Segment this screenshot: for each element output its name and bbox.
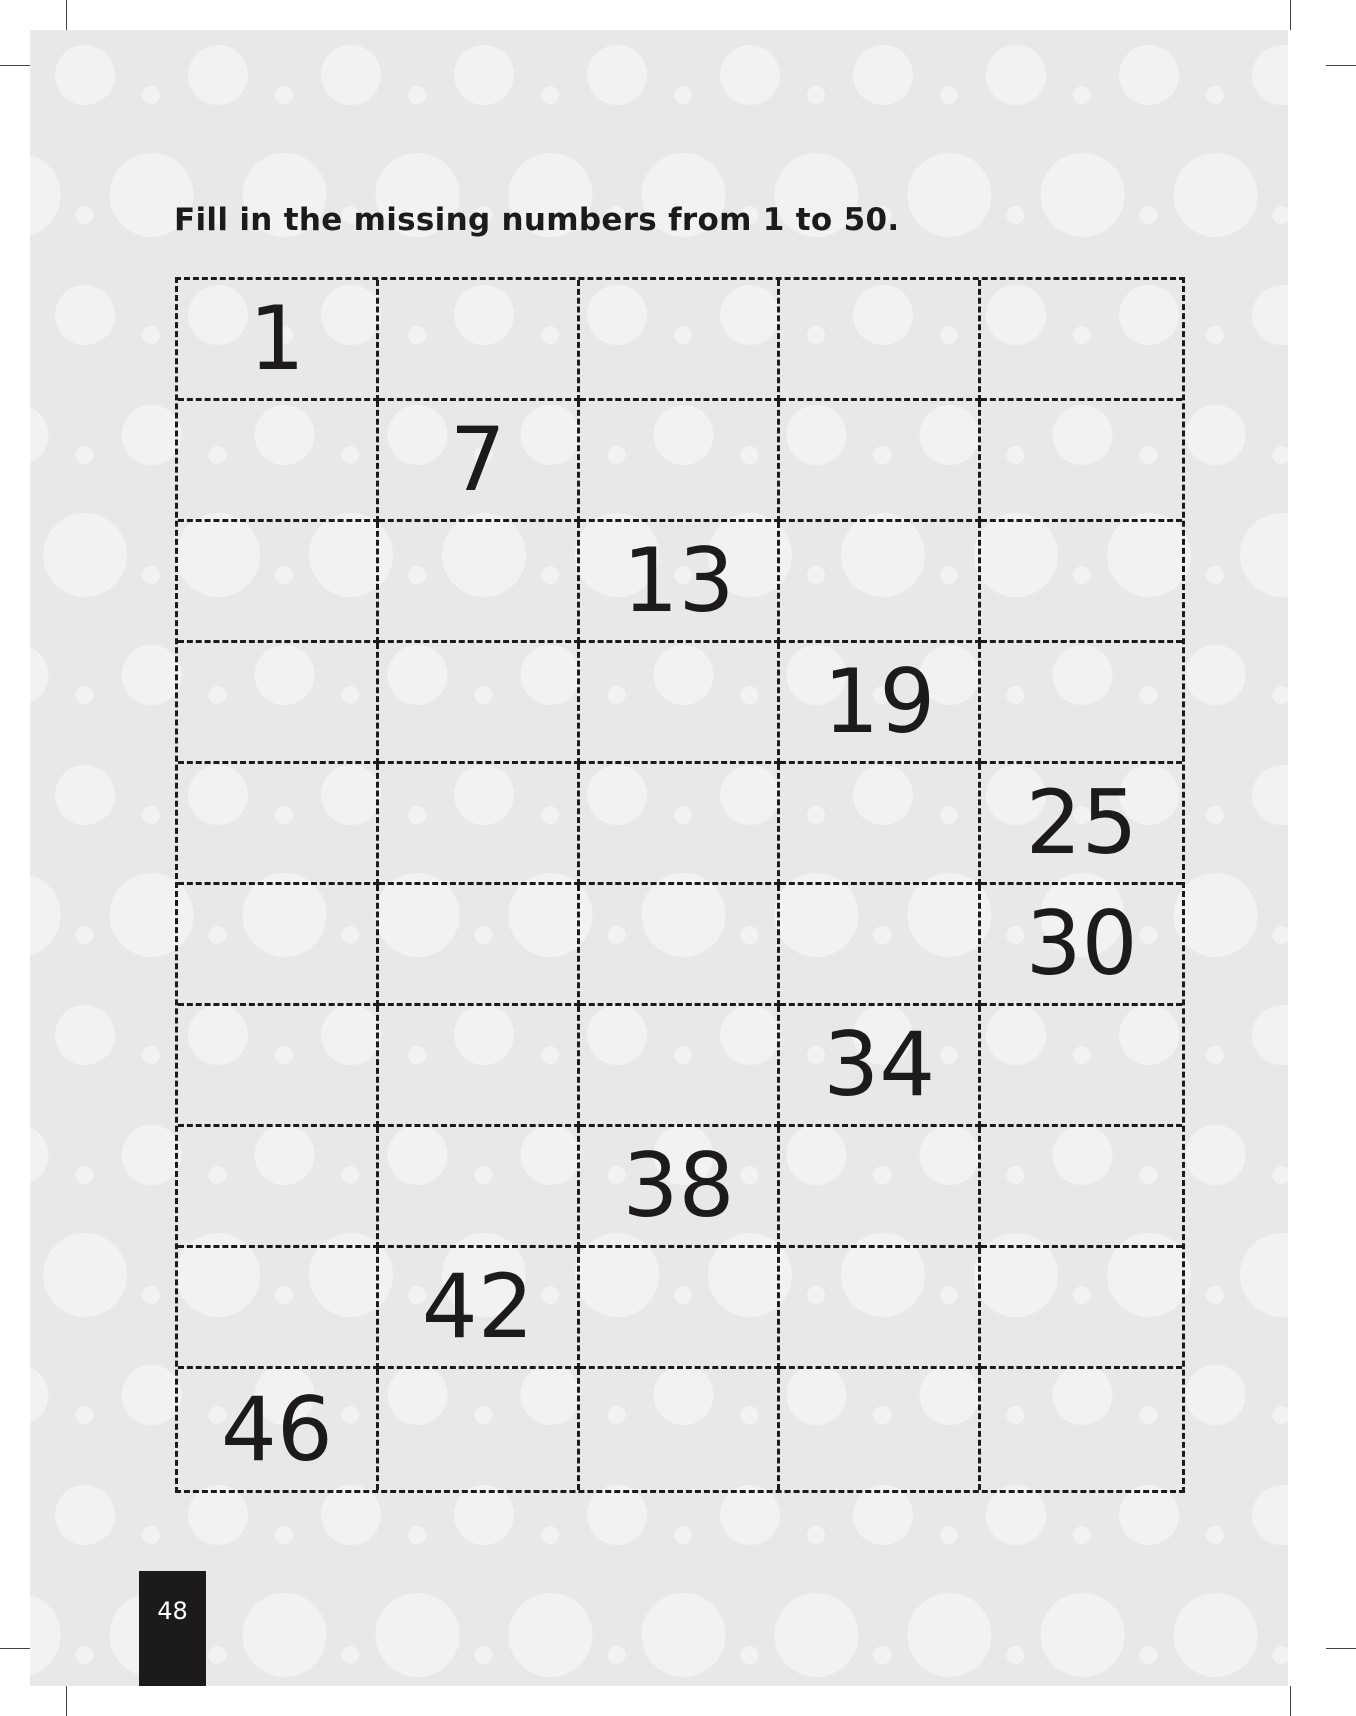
background-dot <box>1206 1046 1224 1064</box>
empty-cell <box>178 643 379 764</box>
background-dot <box>454 45 514 105</box>
empty-cell <box>580 764 781 885</box>
empty-cell <box>379 522 580 643</box>
empty-cell <box>580 401 781 522</box>
background-dot <box>1206 806 1224 824</box>
background-dot <box>76 446 94 464</box>
background-dot <box>1240 513 1288 597</box>
background-dot <box>30 1125 49 1185</box>
empty-cell <box>379 1369 580 1490</box>
background-dot <box>76 926 94 944</box>
empty-cell <box>178 885 379 1006</box>
background-dot <box>55 285 115 345</box>
empty-cell <box>178 764 379 885</box>
empty-cell <box>981 1248 1182 1369</box>
crop-mark <box>66 0 67 30</box>
number-grid <box>175 277 1185 1493</box>
background-dot <box>188 45 248 105</box>
empty-cell <box>981 1127 1182 1248</box>
background-dot <box>1206 1526 1224 1544</box>
background-dot <box>122 405 182 465</box>
background-dot <box>853 45 913 105</box>
background-dot <box>142 1286 160 1304</box>
background-dot <box>1041 153 1125 237</box>
empty-cell <box>780 1369 981 1490</box>
background-dot <box>142 1526 160 1544</box>
empty-cell <box>981 1369 1182 1490</box>
background-dot <box>30 873 61 957</box>
background-dot <box>76 1406 94 1424</box>
empty-cell <box>178 522 379 643</box>
background-dot <box>1186 405 1246 465</box>
background-dot <box>1119 45 1179 105</box>
background-dot <box>142 806 160 824</box>
crop-mark <box>0 65 30 66</box>
background-dot <box>1206 566 1224 584</box>
background-dot <box>142 1046 160 1064</box>
empty-cell <box>981 280 1182 401</box>
empty-cell <box>379 885 580 1006</box>
background-dot <box>376 1593 460 1677</box>
empty-cell <box>780 401 981 522</box>
background-dot <box>1273 1166 1289 1184</box>
number-cell-46: 46 <box>178 1369 379 1490</box>
background-dot <box>1073 1526 1091 1544</box>
background-dot <box>807 1526 825 1544</box>
background-dot <box>1273 1406 1289 1424</box>
empty-cell <box>580 1006 781 1127</box>
empty-cell <box>178 1248 379 1369</box>
background-dot <box>1273 206 1289 224</box>
background-dot <box>408 86 426 104</box>
background-dot <box>541 86 559 104</box>
background-dot <box>1140 206 1158 224</box>
empty-cell <box>780 1248 981 1369</box>
empty-cell <box>580 885 781 1006</box>
background-dot <box>1273 446 1289 464</box>
crop-mark <box>1290 1686 1291 1716</box>
background-dot <box>408 1526 426 1544</box>
background-dot <box>275 1526 293 1544</box>
background-dot <box>76 1166 94 1184</box>
empty-cell <box>780 522 981 643</box>
background-dot <box>1273 926 1289 944</box>
empty-cell <box>379 1127 580 1248</box>
empty-cell <box>580 280 781 401</box>
background-dot <box>1206 326 1224 344</box>
background-dot <box>1240 1233 1288 1317</box>
empty-cell <box>580 1369 781 1490</box>
background-dot <box>853 1485 913 1545</box>
background-dot <box>1206 86 1224 104</box>
empty-cell <box>379 1006 580 1127</box>
background-dot <box>1140 1646 1158 1664</box>
background-dot <box>1041 1593 1125 1677</box>
background-dot <box>608 1646 626 1664</box>
background-dot <box>30 405 49 465</box>
background-dot <box>587 1485 647 1545</box>
empty-cell <box>981 401 1182 522</box>
crop-mark <box>1326 65 1356 66</box>
instruction-text: Fill in the missing numbers from 1 to 50. <box>174 202 900 238</box>
background-dot <box>940 86 958 104</box>
background-dot <box>1174 153 1258 237</box>
crop-mark <box>1290 0 1291 30</box>
background-dot <box>720 45 780 105</box>
crop-mark <box>1326 1648 1356 1649</box>
background-dot <box>76 686 94 704</box>
background-dot <box>76 1646 94 1664</box>
empty-cell <box>379 764 580 885</box>
crop-mark <box>0 1648 30 1649</box>
background-dot <box>55 1485 115 1545</box>
background-dot <box>43 1233 127 1317</box>
background-dot <box>1119 1485 1179 1545</box>
background-dot <box>1174 873 1258 957</box>
empty-cell <box>178 401 379 522</box>
background-dot <box>243 1593 327 1677</box>
background-dot <box>1273 1646 1289 1664</box>
background-dot <box>30 1365 49 1425</box>
background-dot <box>55 765 115 825</box>
background-dot <box>986 45 1046 105</box>
background-dot <box>908 1593 992 1677</box>
number-cell-1: 1 <box>178 280 379 401</box>
empty-cell <box>379 643 580 764</box>
background-dot <box>1206 1286 1224 1304</box>
background-dot <box>1252 285 1288 345</box>
background-dot <box>321 45 381 105</box>
number-cell-42: 42 <box>379 1248 580 1369</box>
background-dot <box>587 45 647 105</box>
background-dot <box>1252 45 1288 105</box>
background-dot <box>30 645 49 705</box>
background-dot <box>43 513 127 597</box>
background-dot <box>1273 686 1289 704</box>
empty-cell <box>780 764 981 885</box>
background-dot <box>1007 1646 1025 1664</box>
background-dot <box>807 86 825 104</box>
number-cell-7: 7 <box>379 401 580 522</box>
background-dot <box>1186 1365 1246 1425</box>
background-dot <box>122 645 182 705</box>
crop-mark <box>66 1686 67 1716</box>
background-dot <box>1007 206 1025 224</box>
background-dot <box>908 153 992 237</box>
background-dot <box>775 1593 859 1677</box>
background-dot <box>76 206 94 224</box>
page-number: 48 <box>139 1571 206 1686</box>
empty-cell <box>580 643 781 764</box>
background-dot <box>321 1485 381 1545</box>
background-dot <box>142 326 160 344</box>
empty-cell <box>580 1248 781 1369</box>
background-dot <box>509 1593 593 1677</box>
background-dot <box>188 1485 248 1545</box>
background-dot <box>741 1646 759 1664</box>
background-dot <box>454 1485 514 1545</box>
background-dot <box>1252 765 1288 825</box>
background-dot <box>142 86 160 104</box>
number-cell-19: 19 <box>780 643 981 764</box>
background-dot <box>674 1526 692 1544</box>
empty-cell <box>178 1006 379 1127</box>
empty-cell <box>178 1127 379 1248</box>
background-dot <box>541 1526 559 1544</box>
background-dot <box>874 1646 892 1664</box>
background-dot <box>1186 1125 1246 1185</box>
background-dot <box>122 1125 182 1185</box>
empty-cell <box>981 643 1182 764</box>
number-cell-38: 38 <box>580 1127 781 1248</box>
background-dot <box>55 1005 115 1065</box>
background-dot <box>1186 645 1246 705</box>
background-dot <box>275 86 293 104</box>
background-dot <box>940 1526 958 1544</box>
background-dot <box>642 1593 726 1677</box>
background-dot <box>475 1646 493 1664</box>
number-cell-13: 13 <box>580 522 781 643</box>
empty-cell <box>780 1127 981 1248</box>
number-cell-30: 30 <box>981 885 1182 1006</box>
background-dot <box>720 1485 780 1545</box>
empty-cell <box>379 280 580 401</box>
worksheet-page <box>30 30 1288 1686</box>
empty-cell <box>981 1006 1182 1127</box>
background-dot <box>122 1365 182 1425</box>
background-dot <box>142 566 160 584</box>
background-dot <box>986 1485 1046 1545</box>
background-dot <box>209 1646 227 1664</box>
background-dot <box>55 45 115 105</box>
empty-cell <box>780 280 981 401</box>
background-dot <box>1252 1005 1288 1065</box>
background-dot <box>30 1593 61 1677</box>
empty-cell <box>981 522 1182 643</box>
background-dot <box>1073 86 1091 104</box>
background-dot <box>674 86 692 104</box>
number-cell-34: 34 <box>780 1006 981 1127</box>
empty-cell <box>780 885 981 1006</box>
number-cell-25: 25 <box>981 764 1182 885</box>
background-dot <box>342 1646 360 1664</box>
background-dot <box>30 153 61 237</box>
background-dot <box>1252 1485 1288 1545</box>
background-dot <box>1174 1593 1258 1677</box>
